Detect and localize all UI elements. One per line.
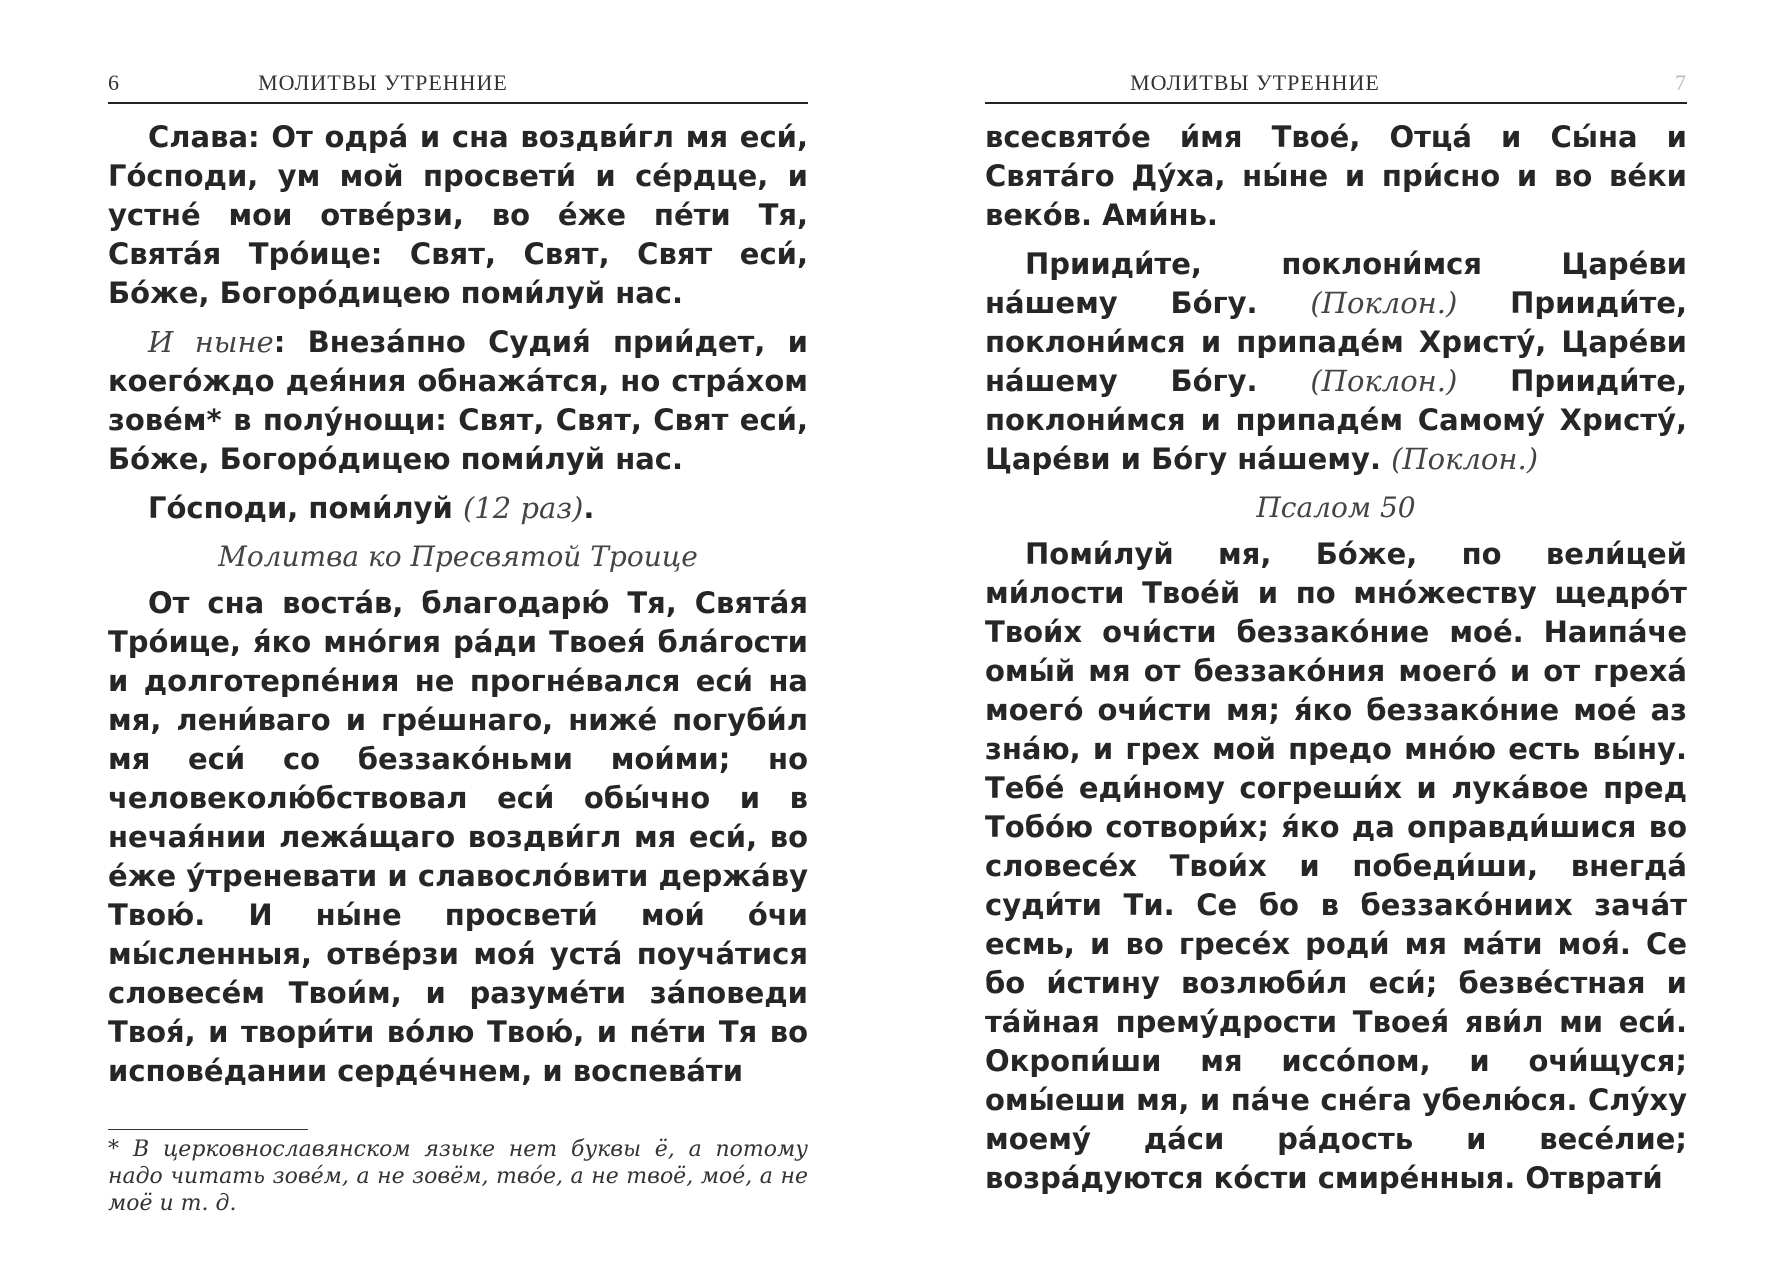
footnote-text: В церковнославянском языке нет буквы ё, а потому надо читать зове́м, а не зовём, тво́е, а не твоё, мое́, а не моё и т. д.: [108, 1137, 808, 1216]
priidite-part-2: Прииди́те, поклони́мся и припаде́м Христу́, Царе́ви на́шему Бо́гу.: [985, 286, 1687, 398]
psalm-50-text: Поми́луй мя, Бо́же, по вели́цей ми́лости Твое́й и по мно́жеству щедро́т Твои́х очи́сти беззако́ние мое́. Наипа́че омы́й мя от беззако́ния моего́ и от греха́ моего́ очи́сти мя; я́ко беззако́ние мое́ аз зна́ю, и грех мой предо мно́ю есть вы́ну. Тебе́ еди́ному согреши́х и лука́вое пред Тобо́ю сотвори́х; я́ко да оправди́шися во словесе́х Твои́х и победи́ши, внегда́ суди́ти Ти. Се бо в беззако́ниих зача́т есмь, и во гресе́х роди́ мя ма́ти моя́. Се бо и́стину возлюби́л еси́; безве́стная и та́йная прему́дрости Твоея́ яви́л ми еси́. Окропи́ши мя иссо́пом, и очи́щуся; омы́еши мя, и па́че сне́га убелю́ся. Слу́ху моему́ да́си ра́дость и весе́лие; возра́дуются ко́сти смире́нныя. Отврати́: [985, 537, 1687, 1195]
left-running-title: МОЛИТВЫ УТРЕННИЕ: [258, 70, 508, 95]
i-nyne-label: И ныне: [148, 325, 274, 359]
right-running-title: МОЛИТВЫ УТРЕННИЕ: [1130, 70, 1380, 95]
trinity-prayer-text: От сна воста́в, благодарю́ Тя, Свята́я Тро́ице, я́ко мно́гия ра́ди Твоея́ бла́гости и долготерпе́ния не прогне́вался еси́ на мя, лени́ваго и гре́шнаго, ниже́ погуби́л мя еси́ со беззако́ньми мои́ми; но человеколю́бствовал еси́ обы́чно и в нечая́нии лежа́щаго воздви́гл мя еси́, во е́же у́треневати и славосло́вити держа́ву Твою́. И ны́не просвети́ мои́ о́чи мы́сленныя, отве́рзи моя́ уста́ поуча́тися словесе́м Твои́м, и разуме́ти за́поведи Твоя́, и твори́ти во́лю Твою́, и пе́ти Тя во испове́дании серде́чнем, и воспева́ти: [108, 586, 808, 1088]
i-nyne-text: : Внеза́пно Судия́ прии́дет, и коего́ждо дея́ния обнажа́тся, но стра́хом зове́м* в полу́нощи: Свят, Свят, Свят еси́, Бо́же, Богоро́дицею поми́луй нас.: [108, 325, 808, 476]
repeat-note: (12 раз): [462, 491, 584, 525]
priidite-part-1: Прииди́те, поклони́мся Царе́ви на́шему Бо́гу.: [985, 247, 1687, 320]
bow-note-1: (Поклон.): [1310, 286, 1458, 320]
bow-note-3: (Поклон.): [1391, 442, 1539, 476]
left-page-number: 6: [108, 70, 120, 95]
right-page-number: 7: [1675, 70, 1687, 95]
gospodi-pomiluj-end: .: [583, 491, 595, 525]
doxology-continuation: всесвято́е и́мя Твое́, Отца́ и Сы́на и Свята́го Ду́ха, ны́не и при́сно и во ве́ки веко́в. Ами́нь.: [985, 120, 1687, 232]
gospodi-pomiluj-paragraph: [108, 489, 808, 528]
priidite-part-3: Прииди́те, поклони́мся и припаде́м Самому́ Христу́, Царе́ви и Бо́гу на́шему.: [985, 364, 1687, 476]
right-body-text: [985, 118, 1687, 1208]
footnote-divider: [108, 1129, 308, 1130]
psalm-50-heading: Псалом 50: [1256, 491, 1416, 524]
footnote-mark: *: [108, 1137, 119, 1162]
slava-paragraph: Слава: От одра́ и сна воздви́гл мя еси́, Го́споди, ум мой просвети́ и се́рдце, и устне́ мои отве́рзи, во е́же пе́ти Тя, Свята́я Тро́ице: Свят, Свят, Свят еси́, Бо́же, Богоро́дицею поми́луй нас.: [108, 120, 808, 310]
trinity-prayer-heading: Молитва ко Пресвятой Троице: [218, 540, 698, 573]
bow-note-2: (Поклон.): [1310, 364, 1458, 398]
left-body-text: [108, 118, 808, 1101]
i-nyne-paragraph: [108, 323, 808, 479]
left-running-head: [108, 68, 808, 104]
right-running-head: [985, 68, 1687, 104]
priidite-paragraph: [985, 245, 1687, 479]
gospodi-pomiluj-text: Го́споди, поми́луй: [148, 491, 463, 525]
footnote: [108, 1136, 808, 1217]
